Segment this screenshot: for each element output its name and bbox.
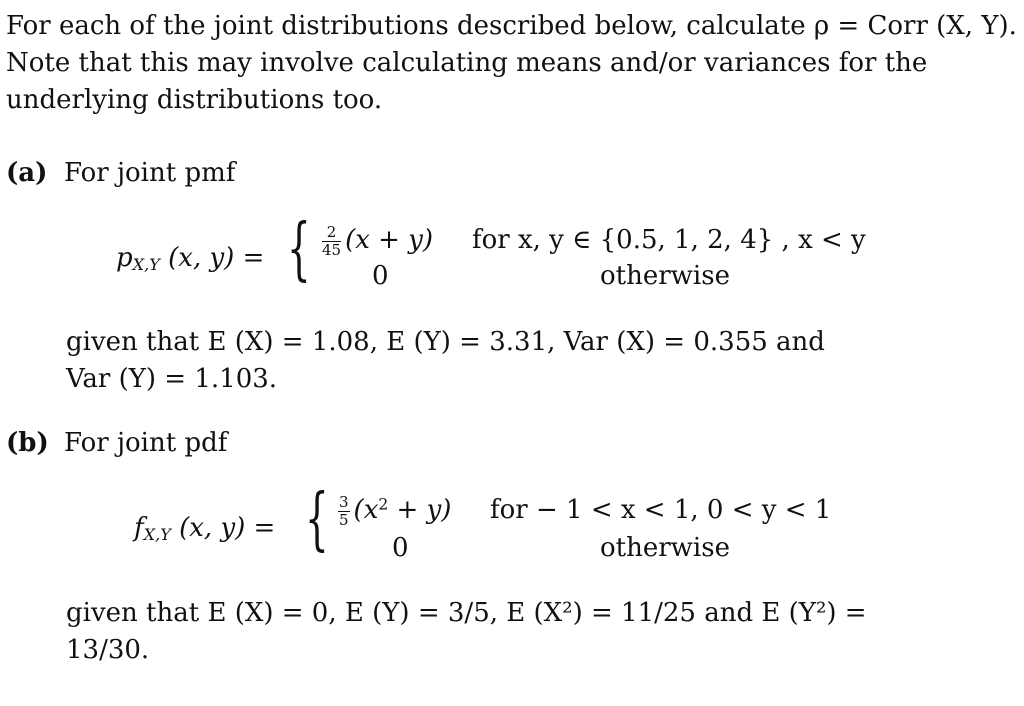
part-b-brace: {: [305, 480, 329, 559]
part-b-function: [134, 510, 275, 553]
part-a-case1-condition: for x, y ∈ {0.5, 1, 2, 4} , x < y: [472, 225, 866, 255]
part-b-func-args: (x, y) =: [179, 513, 276, 543]
part-a-case1-expression: (x + y): [345, 225, 434, 255]
part-a-heading: For joint pmf: [64, 158, 236, 188]
part-a-func-name: p: [116, 243, 133, 273]
part-a-func-sub: X,Y: [132, 255, 160, 275]
intro-line-2: Note that this may involve calculating means and/or variances for the: [6, 48, 928, 78]
part-b-case2-condition: otherwise: [600, 533, 730, 563]
part-b-given-line-1: given that E (X) = 0, E (Y) = 3/5, E (X²) = 11/25 and E (Y²) =: [66, 598, 867, 628]
part-a-case2-condition: otherwise: [600, 261, 730, 291]
part-b-expr-post: + y): [388, 495, 452, 525]
part-b-fraction: [338, 492, 350, 529]
part-a-label: (a): [6, 158, 48, 188]
part-a-case1-expr: [322, 222, 433, 258]
part-b-expr-sup: 2: [378, 495, 389, 514]
part-a-brace: {: [287, 210, 311, 289]
part-a-frac-num: 2: [322, 225, 341, 242]
part-b-given-line-2: 13/30.: [66, 635, 150, 665]
part-a-fraction: [322, 222, 342, 259]
part-b-frac-num: 3: [339, 492, 349, 511]
part-a-given-line-1: given that E (X) = 1.08, E (Y) = 3.31, Var (X) = 0.355 and: [66, 327, 825, 357]
part-b-case1-condition: for − 1 < x < 1, 0 < y < 1: [490, 495, 832, 525]
part-a-function: [116, 240, 264, 283]
part-a-func-args: (x, y) =: [168, 243, 265, 273]
part-a-frac-den: 45: [322, 240, 342, 259]
part-a-given-line-2: Var (Y) = 1.103.: [66, 364, 278, 394]
part-b-frac-den: 5: [339, 510, 349, 529]
part-b-func-name: f: [134, 513, 144, 543]
intro-line-1: For each of the joint distributions described below, calculate ρ = Corr (X, Y).: [6, 11, 1017, 41]
part-a-case2-value: 0: [372, 261, 389, 291]
part-b-case1-expr: [338, 492, 451, 528]
part-b-label: (b): [6, 428, 49, 458]
part-b-heading: For joint pdf: [64, 428, 228, 458]
part-b-case2-value: 0: [392, 533, 409, 563]
part-b-func-sub: X,Y: [143, 525, 171, 545]
intro-line-3: underlying distributions too.: [6, 85, 383, 115]
part-b-expr-pre: (x: [353, 495, 379, 525]
